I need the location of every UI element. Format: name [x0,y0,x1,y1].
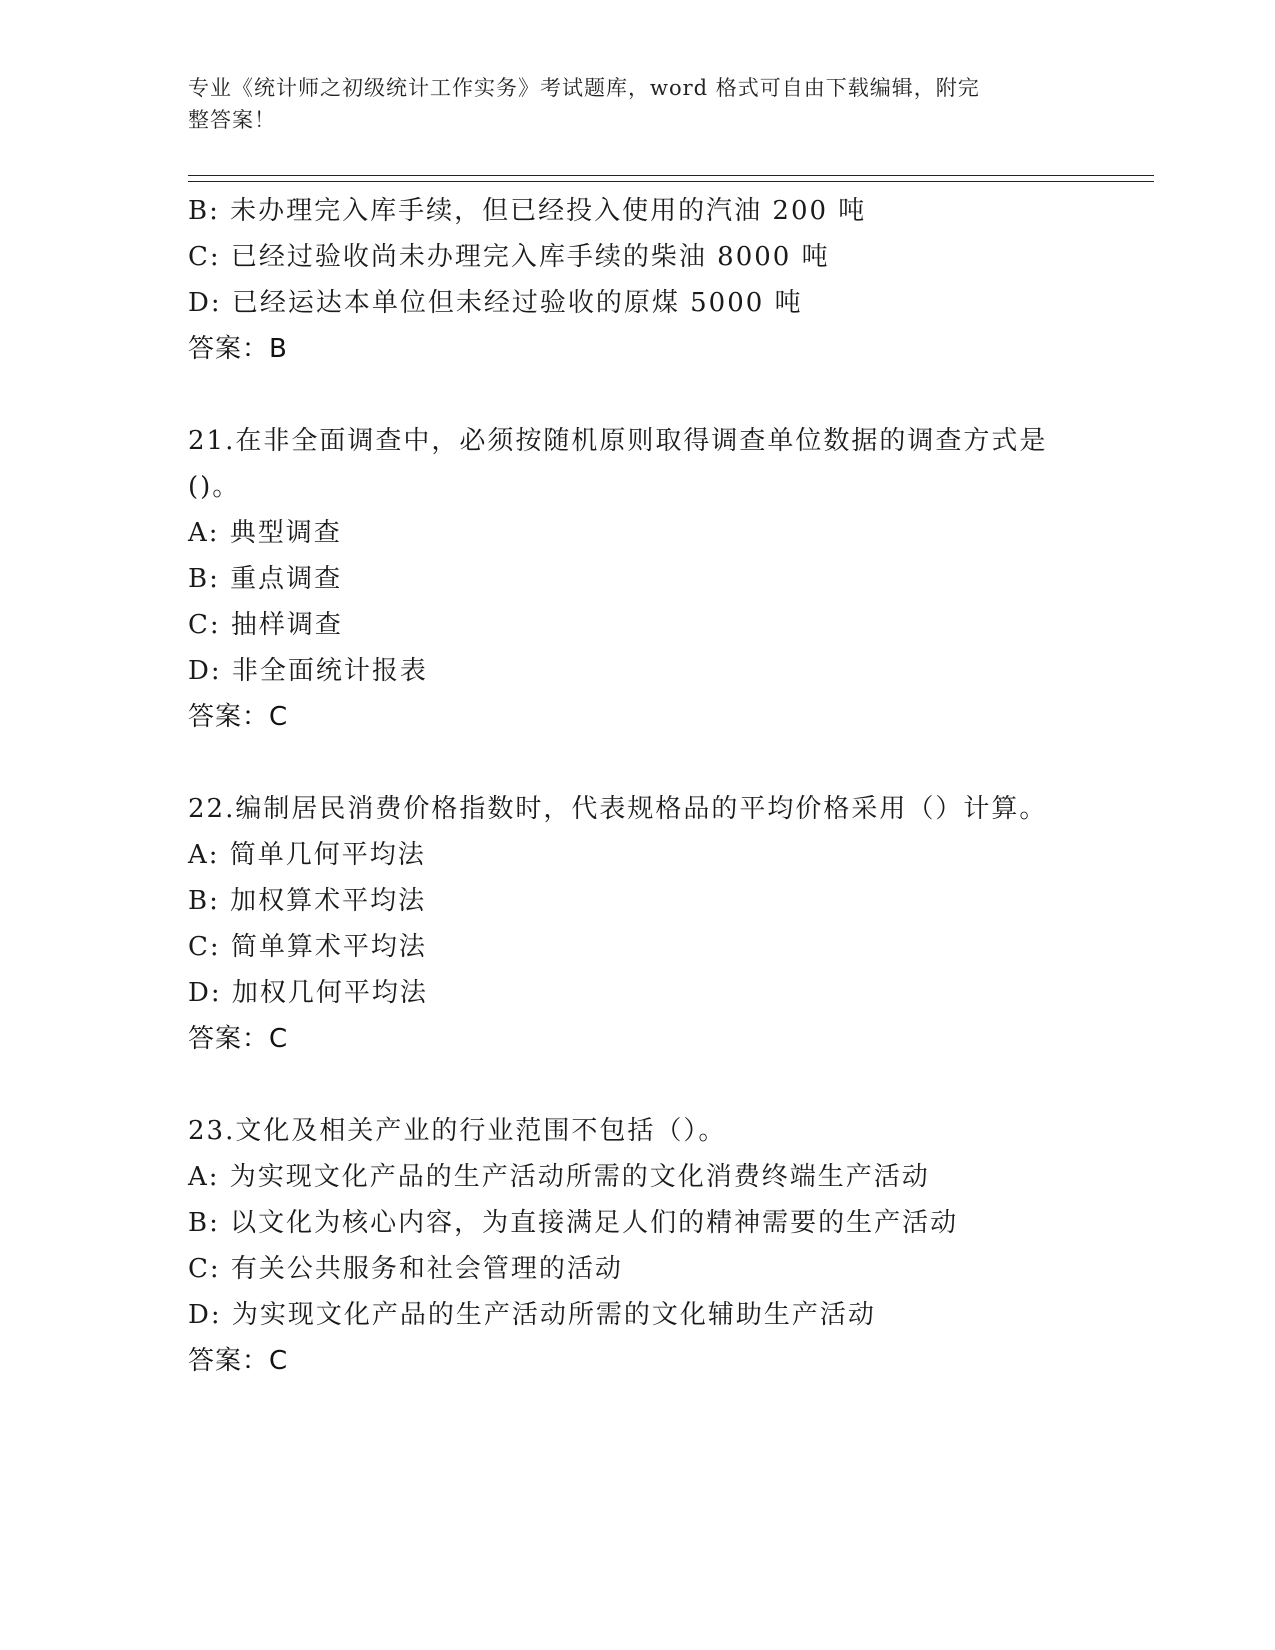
option-b: B: 以文化为核心内容，为直接满足人们的精神需要的生产活动 [188,1208,959,1238]
document-header [188,72,1068,136]
option-d: D: 非全面统计报表 [188,656,428,686]
option-d: D: 已经运达本单位但未经过验收的原煤 5000 吨 [188,288,803,318]
question-stem: 21.在非全面调查中，必须按随机原则取得调查单位数据的调查方式是 [188,426,1048,456]
question-stem: 22.编制居民消费价格指数时，代表规格品的平均价格采用（）计算。 [188,794,1048,824]
question-list [188,188,1088,1384]
option-b: B: 未办理完入库手续，但已经投入使用的汽油 200 吨 [188,196,867,226]
header-line-1: 专业《统计师之初级统计工作实务》考试题库，word 格式可自由下载编辑，附完 [188,76,980,100]
spacer [188,740,1088,786]
option-a: A: 简单几何平均法 [188,840,426,870]
option-c: C: 已经过验收尚未办理完入库手续的柴油 8000 吨 [188,242,830,272]
option-b: B: 重点调查 [188,564,343,594]
option-d: D: 为实现文化产品的生产活动所需的文化辅助生产活动 [188,1300,876,1330]
question-stem: 23.文化及相关产业的行业范围不包括（）。 [188,1116,727,1146]
option-b: B: 加权算术平均法 [188,886,427,916]
question-stem-continued: ()。 [188,472,241,502]
question-21 [188,418,1088,740]
option-c: C: 简单算术平均法 [188,932,427,962]
answer-line: 答案：B [188,334,288,364]
option-a: A: 典型调查 [188,518,342,548]
option-c: C: 抽样调查 [188,610,343,640]
spacer [188,1062,1088,1108]
question-22 [188,786,1088,1062]
answer-line: 答案：C [188,702,289,732]
header-divider-bottom [188,181,1154,182]
header-divider-top [188,175,1154,176]
option-c: C: 有关公共服务和社会管理的活动 [188,1254,623,1284]
question-23 [188,1108,1088,1384]
header-line-2: 整答案！ [188,108,276,132]
option-a: A: 为实现文化产品的生产活动所需的文化消费终端生产活动 [188,1162,930,1192]
answer-line: 答案：C [188,1346,289,1376]
spacer [188,372,1088,418]
option-d: D: 加权几何平均法 [188,978,428,1008]
answer-line: 答案：C [188,1024,289,1054]
question-20-continued [188,188,1088,372]
